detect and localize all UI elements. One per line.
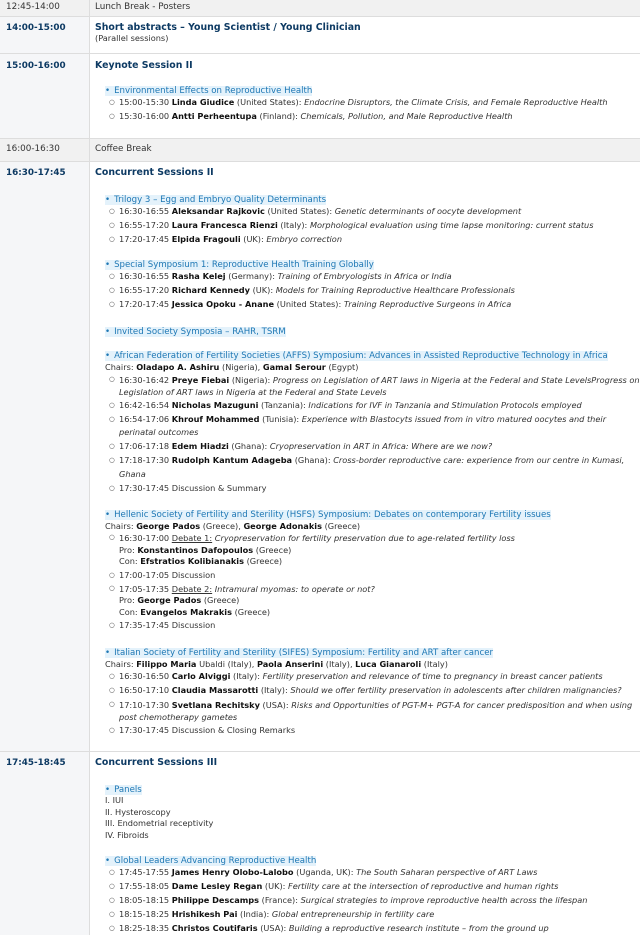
list-item: ○ 17:20-17:45 Elpida Fragouli (UK): Embryo correction — [119, 233, 640, 247]
list-item: ○ 16:30-16:50 Carlo Alviggi (Italy): Fertility preservation and relevance of time to pregnancy in breast cancer patients — [119, 670, 640, 684]
session-block — [105, 784, 640, 841]
chairs-line: Chairs: George Pados (Greece), George Adonakis (Greece) — [105, 521, 361, 532]
row-title: Keynote Session II — [95, 60, 193, 71]
row-title: Lunch Break - Posters — [95, 2, 191, 12]
session-title-link[interactable]: • Environmental Effects on Reproductive Health — [105, 86, 312, 96]
list-item: ○ 17:00-17:05 Discussion — [119, 569, 640, 583]
debate-link[interactable]: Debate 1: — [171, 533, 213, 544]
session-block — [105, 85, 640, 124]
row-time: 16:30-17:45 — [6, 168, 66, 178]
program-row — [0, 54, 640, 139]
session-block — [105, 259, 640, 311]
list-item: ○ 16:30-16:55 Aleksandar Rajkovic (United States): Genetic determinants of oocyte development — [119, 205, 640, 219]
list-item: ○ 17:06-17:18 Edem Hiadzi (Ghana): Cryopreservation in ART in Africa: Where are we now? — [119, 440, 640, 454]
program-row — [0, 139, 640, 162]
list-item: ○ 16:30-17:00 Debate 1: Cryopreservation for fertility preservation due to age-related fertility loss Pro: Konstantinos Dafopoulos (Greece) Con: Efstratios Kolibianakis (Greece) — [119, 532, 640, 569]
row-time: 16:00-16:30 — [6, 144, 60, 154]
row-title: Short abstracts – Young Scientist / Young Clinician — [95, 22, 361, 33]
session-block — [105, 194, 640, 246]
session-title-link[interactable]: • Special Symposium 1: Reproductive Health Training Globally — [105, 260, 374, 270]
session-title-link[interactable]: • Invited Society Symposia – RAHR, TSRM — [105, 327, 286, 337]
list-item: ○ 16:30-16:55 Rasha Kelej (Germany): Training of Embryologists in Africa or India — [119, 270, 640, 284]
session-title-link[interactable]: • Hellenic Society of Fertility and Sterility (HSFS) Symposium: Debates on contemporary Fertility issues — [105, 510, 551, 520]
list-item: ○ 18:05-18:15 Philippe Descamps (France): Surgical strategies to improve reproductive health across the lifespan — [119, 894, 640, 908]
row-title: Concurrent Sessions II — [95, 167, 214, 178]
chairs-line: Chairs: Oladapo A. Ashiru (Nigeria), Gamal Serour (Egypt) — [105, 361, 359, 372]
session-block — [105, 326, 640, 337]
session-block — [105, 855, 640, 935]
row-time: 15:00-16:00 — [6, 61, 66, 71]
row-subtitle: (Parallel sessions) — [95, 33, 169, 43]
row-time: 14:00-15:00 — [6, 23, 66, 33]
list-item: ○ 16:50-17:10 Claudia Massarotti (Italy): Should we offer fertility preservation in adolescents after children malignancies? — [119, 684, 640, 698]
session-title-link[interactable]: • Global Leaders Advancing Reproductive Health — [105, 856, 316, 866]
session-title-link[interactable]: • Italian Society of Fertility and Sterility (SIFES) Symposium: Fertility and ART after cancer — [105, 648, 493, 658]
session-title-link[interactable]: • Trilogy 3 – Egg and Embryo Quality Determinants — [105, 195, 326, 205]
list-item: ○ 17:30-17:45 Discussion & Closing Remarks — [119, 724, 640, 738]
list-item: ○ 17:18-17:30 Rudolph Kantum Adageba (Ghana): Cross-border reproductive care: experience from our centre in Kumasi, Ghana — [119, 454, 640, 482]
list-item: ○ 16:30-16:42 Preye Fiebai (Nigeria): Progress on Legislation of ART laws in Nigeria at the Federal and State LevelsProgress on Legislation of ART laws in Nigeria at the Federal and State Levels — [119, 373, 640, 399]
debate-link[interactable]: Debate 2: — [171, 583, 213, 594]
row-time: 12:45-14:00 — [6, 2, 60, 12]
list-item: ○ 17:30-17:45 Discussion & Summary — [119, 482, 640, 496]
list-item: ○ 17:20-17:45 Jessica Opoku - Anane (United States): Training Reproductive Surgeons in Africa — [119, 298, 640, 312]
list-item: ○ 16:54-17:06 Khrouf Mohammed (Tunisia): Experience with Blastocyts issued from in vitro matured oocytes and their perinatal outcomes — [119, 413, 640, 441]
program-row — [0, 752, 640, 935]
row-title: Concurrent Sessions III — [95, 757, 218, 769]
session-title-link[interactable]: • African Federation of Fertility Societies (AFFS) Symposium: Advances in Assisted Reproductive Technology in Africa — [105, 351, 608, 361]
session-title-link[interactable]: • Panels — [105, 785, 142, 795]
panel-list: I. IUI II. Hysteroscopy III. Endometrial receptivity IV. Fibroids — [105, 795, 214, 840]
list-item: ○ 17:10-17:30 Svetlana Rechitsky (USA): Risks and Opportunities of PGT-M+ PGT-A for cancer predisposition and when using post chemotherapy gametes — [119, 698, 640, 724]
session-block — [105, 350, 640, 496]
session-block — [105, 647, 640, 737]
list-item: ○ 15:00-15:30 Linda Giudice (United States): Endocrine Disruptors, the Climate Crisis, and Female Reproductive Health — [119, 96, 640, 110]
list-item: ○ 16:42-16:54 Nicholas Mazuguni (Tanzania): Indications for IVF in Tanzania and Stimulation Protocols employed — [119, 399, 640, 413]
list-item: ○ 18:15-18:25 Hrishikesh Pai (India): Global entrepreneurship in fertility care — [119, 908, 640, 922]
list-item: ○ 17:35-17:45 Discussion — [119, 619, 640, 633]
program-row — [0, 17, 640, 54]
list-item: ○ 17:05-17:35 Debate 2: Intramural myomas: to operate or not? Pro: George Pados (Greece) Con: Evangelos Makrakis (Greece) — [119, 583, 640, 620]
program-row — [0, 162, 640, 752]
session-block — [105, 509, 640, 633]
list-item: ○ 18:25-18:35 Christos Coutifaris (USA): Building a reproductive research institute – from the ground up — [119, 922, 640, 935]
program-row — [0, 0, 640, 17]
list-item: ○ 17:55-18:05 Dame Lesley Regan (UK): Fertility care at the intersection of reproductive and human rights — [119, 880, 640, 894]
row-title: Coffee Break — [95, 144, 152, 154]
list-item: ○ 17:45-17:55 James Henry Olobo-Lalobo (Uganda, UK): The South Saharan perspective of ART Laws — [119, 866, 640, 880]
chairs-line: Chairs: Filippo Maria Ubaldi (Italy), Paola Anserini (Italy), Luca Gianaroli (Italy) — [105, 658, 448, 669]
list-item: ○ 16:55-17:20 Richard Kennedy (UK): Models for Training Reproductive Healthcare Professionals — [119, 284, 640, 298]
row-time: 17:45-18:45 — [6, 758, 66, 769]
list-item: ○ 16:55-17:20 Laura Francesca Rienzi (Italy): Morphological evaluation using time lapse monitoring: current status — [119, 219, 640, 233]
list-item: ○ 15:30-16:00 Antti Perheentupa (Finland): Chemicals, Pollution, and Male Reproductive Health — [119, 110, 640, 124]
